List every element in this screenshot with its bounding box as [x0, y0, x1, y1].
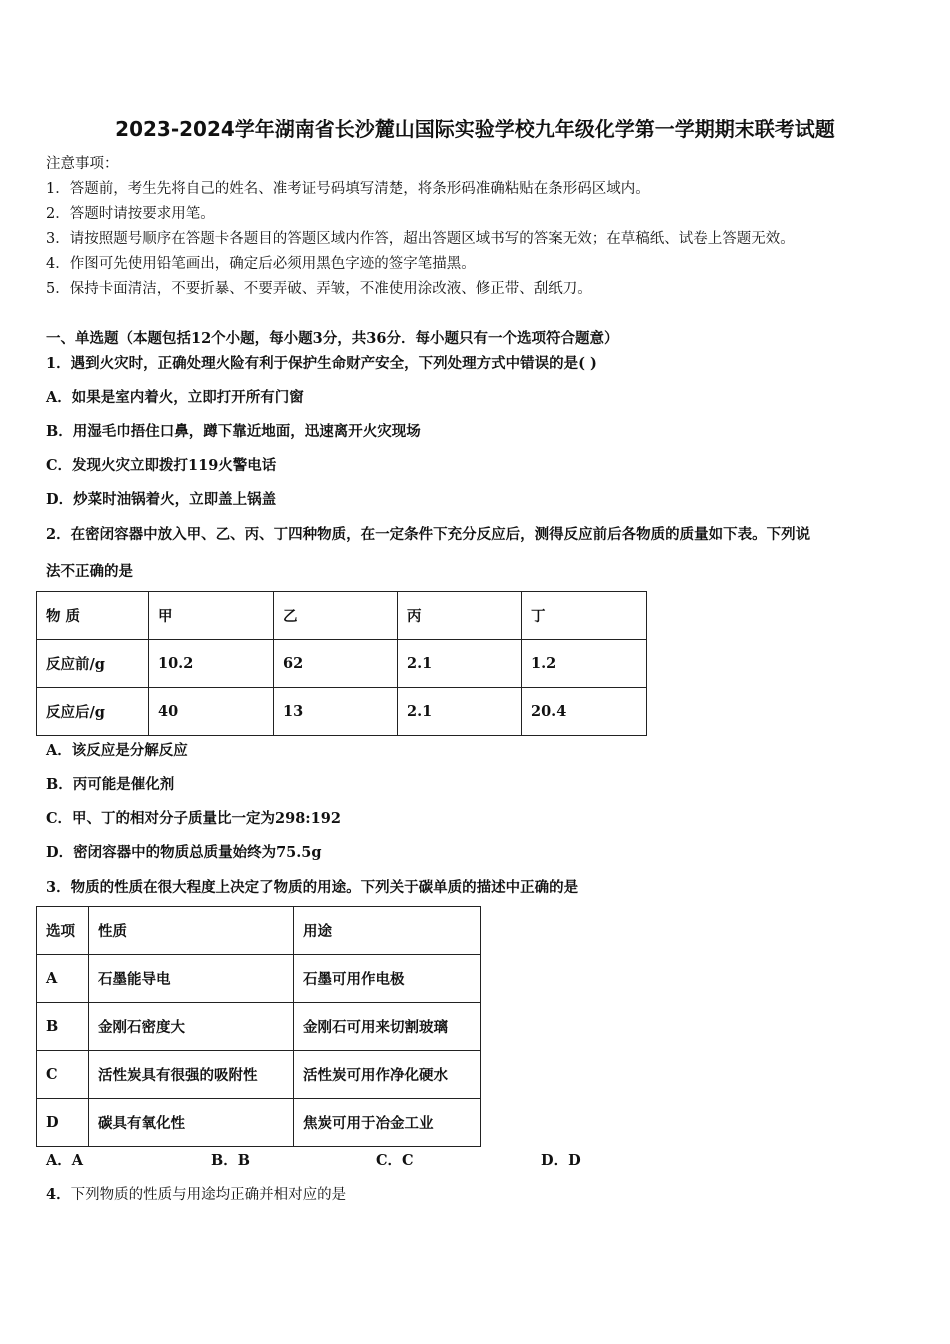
table-row: [37, 907, 481, 955]
question-2-stem: 2．在密闭容器中放入甲、乙、丙、丁四种物质，在一定条件下充分反应后，测得反应前后各物质的质量如下表。下列说: [46, 526, 811, 543]
question-2-option-c: C．甲、丁的相对分子质量比一定为298:192: [46, 810, 341, 827]
table-row: [37, 688, 647, 736]
note-item: 3．请按照题号顺序在答题卡各题目的答题区域内作答，超出答题区域书写的答案无效；在草稿纸、试卷上答题无效。: [46, 231, 795, 247]
table-cell: 活性炭具有很强的吸附性: [89, 1051, 294, 1099]
question-2-option-a: A．该反应是分解反应: [46, 742, 188, 759]
table-row: [37, 640, 647, 688]
table-cell: 金刚石可用来切割玻璃: [294, 1003, 481, 1051]
table-cell: 2.1: [398, 688, 522, 736]
table-row: [37, 1003, 481, 1051]
table-row: [37, 1099, 481, 1147]
question-4-stem-line: [46, 1183, 346, 1204]
note-item: 2．答题时请按要求用笔。: [46, 206, 215, 222]
table-cell: 石墨可用作电极: [294, 955, 481, 1003]
table-header-cell: 丙: [398, 592, 522, 640]
table-cell: 活性炭可用作净化硬水: [294, 1051, 481, 1099]
table-cell: A: [37, 955, 89, 1003]
question-4-stem: 下列物质的性质与用途均正确并相对应的是: [70, 1187, 347, 1203]
table-cell: C: [37, 1051, 89, 1099]
table-cell: 反应后/g: [37, 688, 149, 736]
table-header-cell: 乙: [274, 592, 398, 640]
note-item: 1．答题前，考生先将自己的姓名、准考证号码填写清楚，将条形码准确粘贴在条形码区域内。: [46, 181, 650, 197]
section-heading: 一、单选题（本题包括12个小题，每小题3分，共36分．每小题只有一个选项符合题意）: [46, 330, 619, 347]
note-item: 5．保持卡面清洁，不要折暴、不要弄破、弄皱，不准使用涂改液、修正带、刮纸刀。: [46, 281, 592, 297]
question-3-table: [36, 906, 481, 1147]
table-header-cell: 性质: [89, 907, 294, 955]
table-header-cell: 用途: [294, 907, 481, 955]
table-cell: B: [37, 1003, 89, 1051]
table-row: [37, 592, 647, 640]
table-cell: 金刚石密度大: [89, 1003, 294, 1051]
question-3-option-b: B．B: [211, 1152, 251, 1169]
question-1-option-a: A．如果是室内着火，立即打开所有门窗: [46, 389, 304, 406]
table-cell: 焦炭可用于冶金工业: [294, 1099, 481, 1147]
table-cell: 13: [274, 688, 398, 736]
table-cell: 62: [274, 640, 398, 688]
question-3-stem: 3．物质的性质在很大程度上决定了物质的用途。下列关于碳单质的描述中正确的是: [46, 879, 579, 896]
table-row: [37, 955, 481, 1003]
question-3-option-c: C．C: [376, 1152, 414, 1169]
table-cell: 反应前/g: [37, 640, 149, 688]
table-cell: 20.4: [522, 688, 647, 736]
notes-heading: 注意事项：: [46, 156, 119, 172]
table-header-cell: 甲: [149, 592, 274, 640]
question-1-option-c: C．发现火灾立即拨打119火警电话: [46, 457, 277, 474]
exam-title: 2023-2024学年湖南省长沙麓山国际实验学校九年级化学第一学期期末联考试题: [115, 117, 835, 141]
table-cell: 碳具有氧化性: [89, 1099, 294, 1147]
question-2-option-d: D．密闭容器中的物质总质量始终为75.5g: [46, 844, 322, 861]
question-1-stem: 1．遇到火灾时，正确处理火险有利于保护生命财产安全，下列处理方式中错误的是( ): [46, 355, 597, 372]
table-cell: D: [37, 1099, 89, 1147]
question-1-option-d: D．炒菜时油锅着火，立即盖上锅盖: [46, 491, 277, 508]
table-row: [37, 1051, 481, 1099]
table-cell: 40: [149, 688, 274, 736]
note-item: 4．作图可先使用铅笔画出，确定后必须用黑色字迹的签字笔描黑。: [46, 256, 476, 272]
question-3-option-d: D．D: [541, 1152, 581, 1169]
table-cell: 石墨能导电: [89, 955, 294, 1003]
question-3-option-a: A．A: [46, 1152, 84, 1169]
table-cell: 2.1: [398, 640, 522, 688]
question-2-table: [36, 591, 647, 736]
question-2-option-b: B．丙可能是催化剂: [46, 776, 175, 793]
question-2-stem-cont: 法不正确的是: [46, 563, 133, 580]
table-cell: 1.2: [522, 640, 647, 688]
question-4-number: 4．: [46, 1186, 71, 1203]
table-header-cell: 丁: [522, 592, 647, 640]
table-header-cell: 物 质: [37, 592, 149, 640]
table-cell: 10.2: [149, 640, 274, 688]
table-header-cell: 选项: [37, 907, 89, 955]
question-1-option-b: B．用湿毛巾捂住口鼻，蹲下靠近地面，迅速离开火灾现场: [46, 423, 421, 440]
